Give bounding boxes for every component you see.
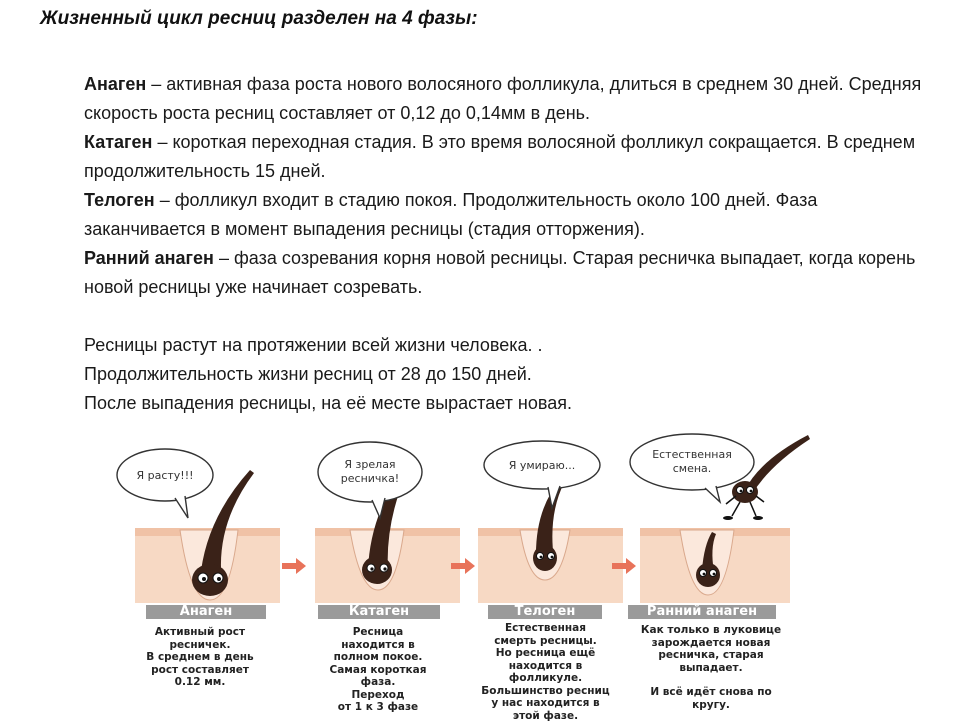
caption-line: от 1 к 3 фазе <box>298 701 458 714</box>
caption-line: И всё идёт снова по <box>616 686 806 699</box>
foot-icon <box>753 516 763 520</box>
phase-catagen <box>84 128 934 186</box>
caption-line: 0.12 мм. <box>120 676 280 689</box>
phase-early-anagen <box>84 244 934 302</box>
label-early-anagen: Ранний анаген <box>628 605 776 619</box>
caption-line: Переход <box>298 689 458 702</box>
bubble-text: смена. <box>673 462 712 475</box>
phase-telogen <box>84 186 934 244</box>
note-line: После выпадения ресницы, на её месте вырастает новая. <box>84 389 934 418</box>
caption-catagen <box>298 626 458 714</box>
caption-line: Самая короткая <box>298 664 458 677</box>
caption-line: выпадает. <box>616 662 806 675</box>
bubble-tail-early-anagen <box>705 486 720 502</box>
caption-line: находится в <box>298 639 458 652</box>
main-text <box>84 70 934 418</box>
phase-description: – фолликул входит в стадию покоя. Продолжительность около 100 дней. Фаза заканчивается в момент выпадения ресницы (стадия отторжения). <box>84 190 817 239</box>
arrow-right-icon <box>282 558 306 574</box>
caption-telogen <box>458 622 633 722</box>
caption-anagen <box>120 626 280 689</box>
bubble-tail-anagen <box>175 496 188 518</box>
bubble-text: Я расту!!! <box>136 469 193 482</box>
caption-line: фаза. <box>298 676 458 689</box>
note-line: Продолжительность жизни ресниц от 28 до 150 дней. <box>84 360 934 389</box>
bubble-text: Я зрелая <box>344 458 395 471</box>
foot-icon <box>723 516 733 520</box>
caption-line: Ресница <box>298 626 458 639</box>
caption-line: этой фазе. <box>458 710 633 722</box>
phase-anagen <box>84 70 934 128</box>
note-line: Ресницы растут на протяжении всей жизни человека. . <box>84 331 934 360</box>
caption-line: Но ресница ещё <box>458 647 633 660</box>
phase-term: Телоген <box>84 190 155 210</box>
caption-line: рост составляет <box>120 664 280 677</box>
caption-line: фолликуле. <box>458 672 633 685</box>
caption-line: кругу. <box>616 699 806 712</box>
caption-early-anagen <box>616 624 806 711</box>
label-catagen: Катаген <box>318 605 440 619</box>
caption-line: ресничек. <box>120 639 280 652</box>
caption-line: находится в <box>458 660 633 673</box>
caption-line: В среднем в день <box>120 651 280 664</box>
caption-line: полном покое. <box>298 651 458 664</box>
label-telogen: Телоген <box>488 605 602 619</box>
phase-description: – фаза созревания корня новой ресницы. Старая ресничка выпадает, когда корень новой ресницы уже начинает созревать. <box>84 248 915 297</box>
bubble-text: Естественная <box>652 448 732 461</box>
caption-line: смерть ресницы. <box>458 635 633 648</box>
page-title: Жизненный цикл ресниц разделен на 4 фазы: <box>40 8 478 30</box>
caption-line: зарождается новая <box>616 637 806 650</box>
caption-line: ресничка, старая <box>616 649 806 662</box>
bubble-text: Я умираю... <box>509 459 576 472</box>
caption-line: Естественная <box>458 622 633 635</box>
label-anagen: Анаген <box>146 605 266 619</box>
bubble-text: ресничка! <box>341 472 399 485</box>
phase-description: – активная фаза роста нового волосяного фолликула, длиться в среднем 30 дней. Средняя скорость роста ресниц составляет от 0,12 до 0,14мм в день. <box>84 74 921 123</box>
phase-description: – короткая переходная стадия. В это время волосяной фолликул сокращается. В среднем продолжительность 15 дней. <box>84 132 915 181</box>
caption-line: Большинство ресниц <box>458 685 633 698</box>
caption-line: у нас находится в <box>458 697 633 710</box>
phase-term: Катаген <box>84 132 152 152</box>
caption-line: Активный рост <box>120 626 280 639</box>
phase-term: Ранний анаген <box>84 248 214 268</box>
caption-line: Как только в луковице <box>616 624 806 637</box>
falling-hair-bulb <box>732 481 758 503</box>
caption-line <box>616 674 806 686</box>
speech-bubbles <box>117 434 754 518</box>
phase-term: Анаген <box>84 74 146 94</box>
